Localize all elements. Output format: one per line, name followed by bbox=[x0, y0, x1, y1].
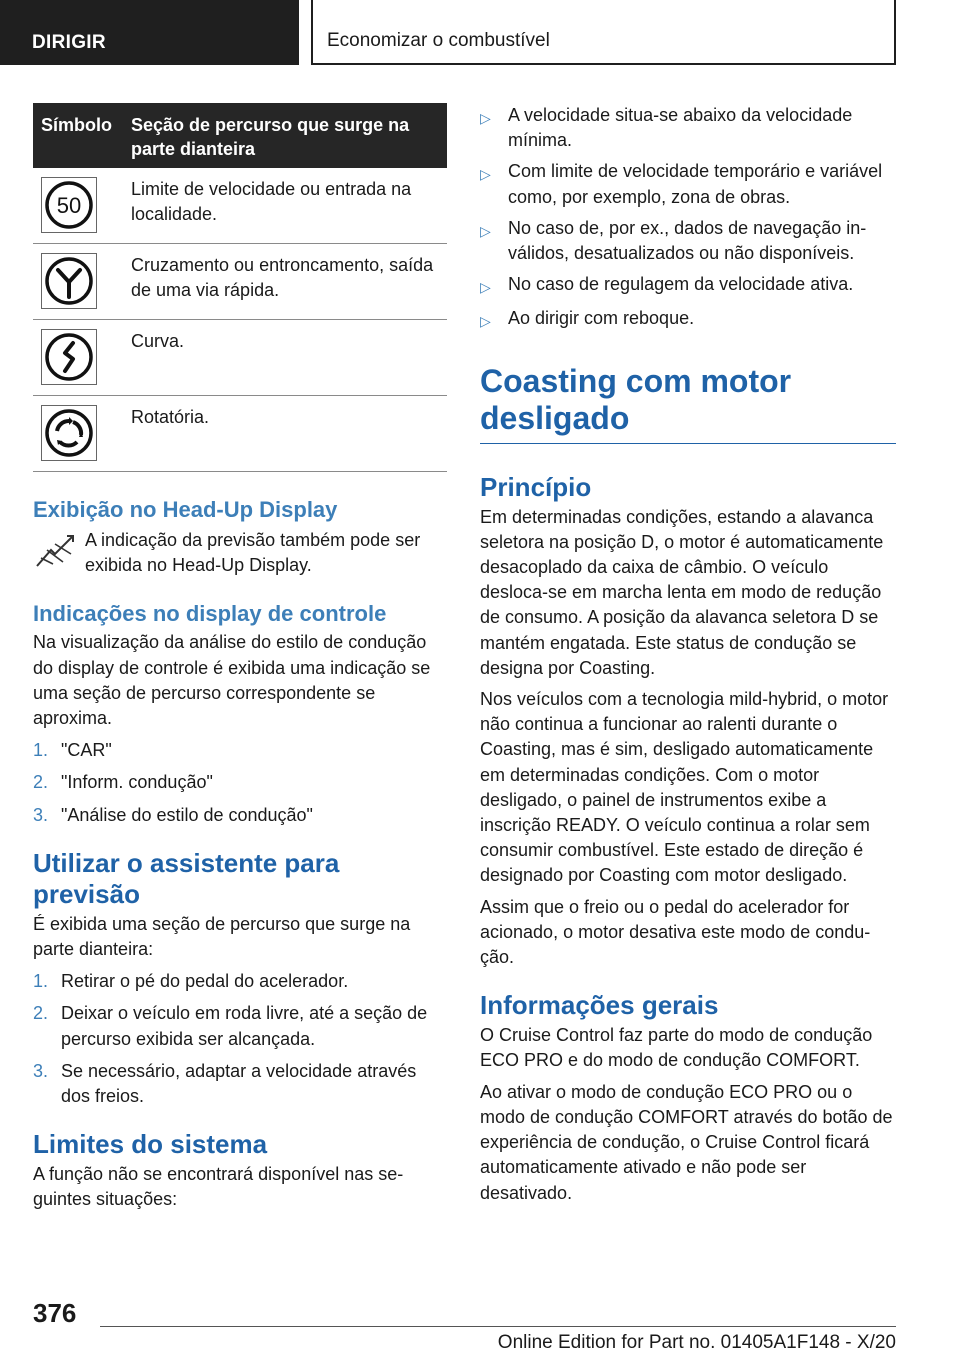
right-column bbox=[480, 103, 896, 1206]
step-number: 1. bbox=[33, 740, 49, 761]
curve-icon bbox=[41, 329, 97, 385]
left-column bbox=[33, 103, 447, 1213]
section-tab bbox=[311, 0, 896, 65]
control-display-steps bbox=[33, 738, 447, 828]
list-item bbox=[33, 803, 447, 828]
assistant-text: É exibida uma seção de percurso que surge na parte dianteira: bbox=[33, 913, 411, 960]
table-row bbox=[33, 244, 447, 320]
header-section: Seção de percurso que surge na parte dianteira bbox=[131, 115, 410, 159]
step-text: Se necessário, adaptar a velocidade através dos freios. bbox=[61, 1060, 417, 1107]
row-text: Rotatória. bbox=[131, 407, 210, 427]
step-number: 2. bbox=[33, 772, 49, 793]
triangle-bullet-icon: ▷ bbox=[480, 110, 491, 126]
limit-text: Com limite de velocidade temporário e variável como, por exemplo, zona de obras. bbox=[508, 161, 883, 207]
general-heading: Informações gerais bbox=[480, 990, 719, 1021]
edition-note: Online Edition for Part no. 01405A1F148 - X/20 bbox=[497, 1332, 896, 1353]
step-text: "CAR" bbox=[61, 740, 112, 761]
step-text: Retirar o pé do pedal do acelerador. bbox=[61, 971, 349, 992]
step-number: 3. bbox=[33, 1060, 49, 1081]
table-row bbox=[33, 320, 447, 396]
list-item bbox=[33, 969, 447, 994]
table-row bbox=[33, 168, 447, 244]
assistant-steps bbox=[33, 969, 447, 1109]
header-symbol: Símbolo bbox=[41, 115, 112, 135]
limit-text: A velocidade situa-se abaixo da velocidade mínima. bbox=[508, 105, 853, 151]
roundabout-icon bbox=[41, 405, 97, 461]
limits-heading: Limites do sistema bbox=[33, 1129, 268, 1160]
list-item bbox=[33, 738, 447, 763]
control-display-heading: Indicações no display de controle bbox=[33, 601, 387, 627]
general-paragraph: O Cruise Control faz parte do modo de condução ECO PRO e do modo de condução COMFORT. bbox=[480, 1025, 873, 1071]
junction-icon bbox=[41, 253, 97, 309]
list-item bbox=[33, 770, 447, 795]
coasting-paragraph: Assim que o freio ou o pedal do acelerador for acionado, o motor desativa este modo de condução. bbox=[480, 896, 871, 968]
limits-text: A função não se encontrará disponível nas seguintes situações: bbox=[33, 1164, 404, 1210]
chapter-label: DIRIGIR bbox=[32, 32, 106, 53]
triangle-bullet-icon: ▷ bbox=[480, 279, 491, 296]
coasting-paragraph: Nos veículos com a tecnologia mild-hybrid, o motor não continua a funcionar ao ralenti durante o Coasting, mas é sim, desligado automaticamente em determinadas condições. Com o motor desligado, o painel de instrumentos exibe a inscrição READY. O veículo continua a rolar sem consumir combustível. Este estado de direção é designado por Coasting com motor desligado. bbox=[480, 689, 889, 886]
general-paragraph: Ao ativar o modo de condução ECO PRO ou o modo de condução COMFORT através do botão de experiência de condução, o Cruise Control ficará automaticamente ativado e não pode ser desativado. bbox=[480, 1081, 893, 1203]
list-item bbox=[480, 306, 896, 334]
limit-text: Ao dirigir com reboque. bbox=[508, 308, 695, 329]
chapter-tab bbox=[0, 0, 299, 65]
step-text: Deixar o veículo em roda livre, até a seção de percurso exibida ser alcançada. bbox=[61, 1003, 428, 1049]
speed-limit-50-icon bbox=[41, 177, 97, 233]
list-item bbox=[480, 103, 896, 153]
limit-text: No caso de regulagem da velocidade ativa. bbox=[508, 274, 854, 295]
table-header bbox=[33, 103, 447, 168]
section-title: Economizar o combustível bbox=[327, 30, 550, 51]
page-number: 376 bbox=[33, 1298, 77, 1328]
hud-heading: Exibição no Head-Up Display bbox=[33, 497, 338, 522]
coasting-paragraph: Em determinadas condições, estando a alavanca seletora na posição D, o motor é automaticamente desacoplado da caixa de câmbio. O veículo desloca-se em marcha lenta em modo de redução de consumo. A posição da alavanca seletora D se mantém engatada. Este status de condução se designa por Coasting. bbox=[480, 506, 884, 678]
assistant-heading: Utilizar o assistente para previsão bbox=[33, 847, 340, 909]
limits-list bbox=[480, 103, 896, 335]
principle-heading: Princípio bbox=[480, 471, 592, 502]
step-text: "Análise do estilo de condução" bbox=[61, 804, 313, 825]
triangle-bullet-icon: ▷ bbox=[480, 313, 491, 330]
step-number: 3. bbox=[33, 804, 49, 825]
list-item bbox=[33, 1001, 447, 1051]
list-item bbox=[33, 1059, 447, 1109]
hud-text: A indicação da previsão também pode ser exibida no Head-Up Display. bbox=[85, 530, 421, 576]
head-up-display-icon bbox=[33, 528, 79, 574]
triangle-bullet-icon: ▷ bbox=[480, 166, 491, 183]
coasting-heading: Coasting com motor desligado bbox=[480, 363, 896, 444]
step-text: "Inform. condução" bbox=[61, 772, 213, 793]
symbol-table bbox=[33, 103, 447, 472]
table-row bbox=[33, 396, 447, 472]
speed-limit-value: 50 bbox=[56, 193, 82, 218]
hud-note bbox=[33, 528, 447, 578]
step-number: 2. bbox=[33, 1003, 49, 1024]
list-item bbox=[480, 159, 896, 209]
row-text: Cruzamento ou entroncamento, saída de uma via rápida. bbox=[131, 255, 434, 300]
list-item bbox=[480, 272, 896, 300]
row-text: Curva. bbox=[131, 331, 185, 351]
footer-divider bbox=[100, 1326, 896, 1327]
step-number: 1. bbox=[33, 971, 49, 992]
control-display-text: Na visualização da análise do estilo de condução do display de controle é exibida uma indicação se uma seção de percurso correspondente se aproxima. bbox=[33, 632, 431, 729]
row-text: Limite de velocidade ou entrada na localidade. bbox=[131, 179, 412, 224]
list-item bbox=[480, 216, 896, 266]
triangle-bullet-icon: ▷ bbox=[480, 222, 491, 239]
limit-text: No caso de, por ex., dados de navegação inválidos, desatualizados ou não disponíveis. bbox=[508, 217, 867, 264]
